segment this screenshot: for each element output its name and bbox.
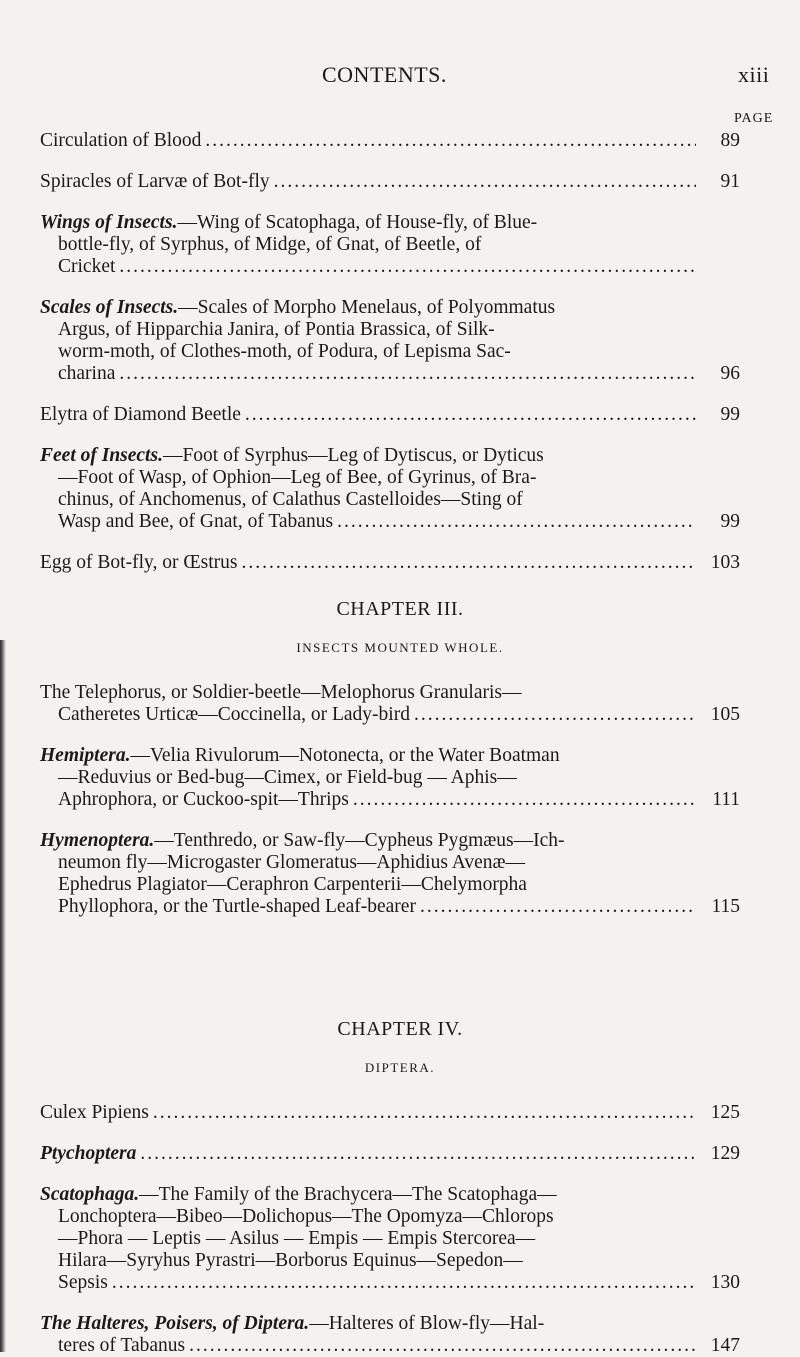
- toc-entry-text: Wasp and Bee, of Gnat, of Tabanus: [58, 511, 334, 532]
- page-column-label: PAGE: [734, 111, 774, 126]
- toc-page-number: 96: [720, 363, 740, 384]
- toc-entry-line: [40, 874, 740, 896]
- toc-entry-line: [40, 1272, 740, 1294]
- toc-entry-text: Culex Pipiens: [40, 1102, 149, 1123]
- chapter-3-subheading: INSECTS MOUNTED WHOLE.: [296, 640, 504, 655]
- toc-entry-text: charina: [58, 363, 116, 384]
- toc-entry: [40, 1143, 740, 1165]
- toc-entry-line: [40, 1184, 740, 1206]
- toc-entry-text: Catheretes Urticæ—Coccinella, or Lady-bird: [58, 704, 410, 725]
- toc-page-number: 99: [720, 511, 740, 532]
- toc-entry-text: Sepsis: [58, 1272, 108, 1293]
- dot-leader: [242, 552, 696, 574]
- toc-entry: [40, 212, 740, 278]
- dot-leader: [189, 1335, 696, 1357]
- toc-entry-text: —Scales of Morpho Menelaus, of Polyommatus: [178, 297, 556, 318]
- toc-entry: [40, 1102, 740, 1124]
- toc-page-number: 89: [720, 130, 740, 151]
- toc-entry-heading: Wings of Insects.: [40, 212, 178, 233]
- toc-entry-line: [40, 896, 740, 918]
- dot-leader: [112, 1272, 696, 1294]
- toc-entry-text: Egg of Bot-fly, or Œstrus: [40, 552, 238, 573]
- toc-entry-text: —Foot of Wasp, of Ophion—Leg of Bee, of Gyrinus, of Bra-: [58, 467, 537, 488]
- dot-leader: [245, 404, 696, 426]
- toc-entry-text: bottle-fly, of Syrphus, of Midge, of Gnat, of Beetle, of: [58, 234, 482, 255]
- toc-page-number: 99: [720, 404, 740, 425]
- toc-entry-text: —Velia Rivulorum—Notonecta, or the Water Boatman: [130, 745, 560, 766]
- toc-entry-line: [40, 1143, 740, 1165]
- toc-entry-line: [40, 256, 740, 278]
- toc-entry-heading: Scales of Insects.: [40, 297, 179, 318]
- dot-leader: [119, 256, 696, 278]
- toc-entry-line: [40, 171, 740, 193]
- running-head-title: CONTENTS.: [322, 62, 447, 87]
- toc-entry-line: [40, 682, 740, 704]
- toc-entry-text: Circulation of Blood: [40, 130, 202, 151]
- toc-entry-line: [40, 1206, 740, 1228]
- toc-entry-heading: Hemiptera.: [40, 745, 131, 766]
- toc-entry-line: [40, 767, 740, 789]
- toc-entry-line: [40, 341, 740, 363]
- chapter-4-heading: CHAPTER IV.: [337, 1018, 463, 1040]
- toc-entry-text: —Wing of Scatophaga, of House-fly, of Blue-: [177, 212, 538, 233]
- toc-entry-text: —Tenthredo, or Saw-fly—Cypheus Pygmæus—Ich-: [154, 830, 565, 851]
- toc-entry: [40, 745, 740, 811]
- toc-entry-line: [40, 234, 740, 256]
- dot-leader: [153, 1102, 696, 1124]
- toc-entry-text: Phyllophora, or the Turtle-shaped Leaf-bearer: [58, 896, 416, 917]
- toc-entry-text: Hilara—Syryhus Pyrastri—Borborus Equinus—Sepedon—: [58, 1250, 523, 1271]
- toc-entry-line: [40, 1335, 740, 1357]
- toc-page-number: 130: [710, 1272, 740, 1293]
- toc-entry-line: [40, 363, 740, 385]
- toc-entry-line: [40, 852, 740, 874]
- toc-entry-line: [40, 745, 740, 767]
- toc-entry-line: [40, 1228, 740, 1250]
- page-edge-shadow: [0, 640, 6, 1352]
- dot-leader: [119, 363, 696, 385]
- toc-entry: [40, 297, 740, 385]
- toc-page-number: 147: [710, 1335, 740, 1356]
- toc-page-number: 91: [720, 171, 740, 192]
- dot-leader: [205, 130, 696, 152]
- toc-entry-text: Lonchoptera—Bibeo—Dolichopus—The Opomyza—Chlorops: [58, 1206, 554, 1227]
- toc-entry: [40, 404, 740, 426]
- toc-entry-line: [40, 319, 740, 341]
- running-head-page-number: xiii: [738, 62, 770, 87]
- toc-entry: [40, 682, 740, 726]
- dot-leader: [140, 1143, 696, 1165]
- dot-leader: [420, 896, 696, 918]
- toc-entry: [40, 171, 740, 193]
- toc-entry-line: [40, 1250, 740, 1272]
- toc-page-number: 115: [711, 896, 740, 917]
- dot-leader: [274, 171, 696, 193]
- toc-entry-text: —Foot of Syrphus—Leg of Dytiscus, or Dyticus: [162, 445, 544, 466]
- toc-entry-line: [40, 552, 740, 574]
- dot-leader: [414, 704, 696, 726]
- toc-entry: [40, 1313, 740, 1357]
- toc-entry-line: [40, 467, 740, 489]
- toc-entry-text: neumon fly—Microgaster Glomeratus—Aphidius Avenæ—: [58, 852, 526, 873]
- toc-entry-line: [40, 489, 740, 511]
- toc-page-number: 129: [710, 1143, 740, 1164]
- chapter-4-subheading: DIPTERA.: [364, 1060, 436, 1075]
- toc-entry-line: [40, 130, 740, 152]
- toc-entry-line: [40, 789, 740, 811]
- toc-entry: [40, 830, 740, 918]
- toc-entry-heading: Feet of Insects.: [40, 445, 163, 466]
- toc-entry-text: Aphrophora, or Cuckoo-spit—Thrips: [58, 789, 349, 810]
- toc-entry-line: [40, 1102, 740, 1124]
- toc-entry-heading: Ptychoptera: [40, 1143, 137, 1164]
- toc-entry-text: Argus, of Hipparchia Janira, of Pontia Brassica, of Silk-: [58, 319, 495, 340]
- toc-page-number: 105: [710, 704, 740, 725]
- toc-entry-heading: Hymenoptera.: [40, 830, 155, 851]
- toc-entry-line: [40, 297, 740, 319]
- toc-entry: [40, 1184, 740, 1294]
- toc-page-number: 103: [710, 552, 740, 573]
- toc-entry-text: chinus, of Anchomenus, of Calathus Castelloides—Sting of: [58, 489, 523, 510]
- chapter-3-heading: CHAPTER III.: [336, 598, 464, 620]
- toc-entry-text: —Phora — Leptis — Asilus — Empis — Empis Stercorea—: [58, 1228, 536, 1249]
- toc-entry-text: Spiracles of Larvæ of Bot-fly: [40, 171, 270, 192]
- toc-entry-text: —The Family of the Brachycera—The Scatophaga—: [139, 1184, 557, 1205]
- toc-entry-text: —Halteres of Blow-fly—Hal-: [309, 1313, 545, 1334]
- dot-leader: [353, 789, 696, 811]
- toc-entry: [40, 445, 740, 533]
- toc-entry-heading: The Halteres, Poisers, of Diptera.: [40, 1313, 310, 1334]
- toc-page-number: 111: [712, 789, 740, 810]
- toc-entry-text: —Reduvius or Bed-bug—Cimex, or Field-bug — Aphis—: [58, 767, 517, 788]
- toc-entry-line: [40, 704, 740, 726]
- toc-entry: [40, 130, 740, 152]
- toc-entry-text: The Telephorus, or Soldier-beetle—Melophorus Granularis—: [40, 682, 522, 703]
- toc-entry: [40, 552, 740, 574]
- toc-entry-line: [40, 404, 740, 426]
- toc-entry-line: [40, 212, 740, 234]
- toc-entry-text: worm-moth, of Clothes-moth, of Podura, of Lepisma Sac-: [58, 341, 511, 362]
- toc-page-number: 125: [710, 1102, 740, 1123]
- toc-entry-line: [40, 830, 740, 852]
- toc-entry-text: Elytra of Diamond Beetle: [40, 404, 241, 425]
- toc-entry-line: [40, 511, 740, 533]
- toc-entry-line: [40, 1313, 740, 1335]
- toc-entry-heading: Scatophaga.: [40, 1184, 140, 1205]
- dot-leader: [337, 511, 696, 533]
- toc-entry-text: Ephedrus Plagiator—Ceraphron Carpenterii—Chelymorpha: [58, 874, 527, 895]
- toc-entry-line: [40, 445, 740, 467]
- toc-entry-text: Cricket: [58, 256, 116, 277]
- toc-entry-text: teres of Tabanus: [58, 1335, 186, 1356]
